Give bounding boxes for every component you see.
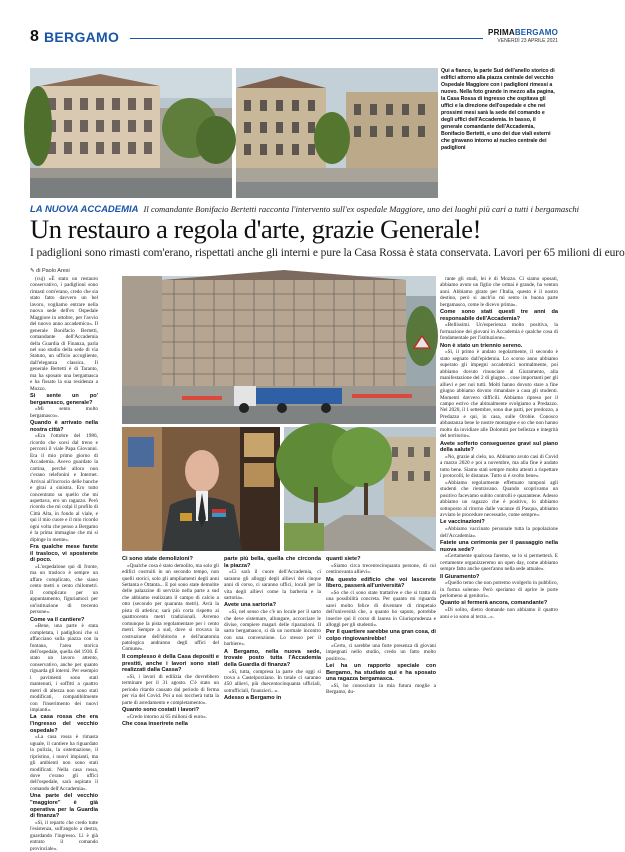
article-paragraph: «Sì, ho conosciuto la mia futura moglie a Bergamo, du- <box>326 682 436 696</box>
interview-question: Il Giuramento? <box>440 573 480 580</box>
tree-lined-avenue-photo <box>284 427 436 551</box>
interview-question: Avete una sartoria? <box>224 602 277 609</box>
article-paragraph: «Di solito, dietro domande non abbiamo il quattro anni e io sono al terzo...». <box>440 607 558 620</box>
article-paragraph: «Mi sento molto bergamasco». <box>30 406 98 419</box>
article-paragraph: «Qualche cosa è stato demolito, ma solo gli edifici costruiti in un secondo tempo, non quelli storici, solo gli ampliamenti degli anni Settanta e Ottanta... E poi sono state demolite delle palazzine di servizio nella parte a sud che abbiamo realizzato il campo di calcio a otto (secondo per quaranta metri). Avrà la pista di atletica; sarà più corta rispetto ai quattrocento metri tradizionali. Avremo comunque la pista regolamentare per i cento metri. Sempre a sud, dove si trovava la costruzione dell'obitorio e dell'anatomia patologica andranno degli uffici del Comune». <box>122 562 219 653</box>
article-paragraph: «Sì, nel senso che c'è un locale per il sarto che deve sistemare, allungare, accorciare le divise, compiere magari delle riparazioni. Il sarto bergamasco, si dà un normale incontro con una convenzione. Lo stesso per il barbiere». <box>224 609 321 648</box>
newspaper-brand <box>488 28 558 37</box>
article-paragraph: «Bellissimi. Un'esperienza molto positiva, la formazione dei giovani in Accademia è qualche cosa di fondamentale per l'istituzione». <box>440 322 558 342</box>
article-paragraph: «Certo, ci sarebbe una forte presenza di giovani impegnati nello studio, credo un fatto molto positivo». <box>326 642 436 662</box>
interview-question: Ma questo edificio che voi lascerete libero, passerà all'università? <box>326 576 436 590</box>
article-paragraph: «Certamente qualcosa faremo, se lo si permetterà. E certamente organizzeremo un open day, come abbiamo sempre fatto anche quest'anno nella sede attuale». <box>440 553 558 573</box>
article-paragraph: «Quello temo che non potremo svolgerlo in pubblico, in forma solenne. Però speriamo di aprire le porte perlomeno ai genitori». <box>440 580 558 600</box>
article-paragraph: «No, grazie al cielo, no. Abbiamo avuto casi di Covid a marzo 2020 e poi a novembre, ma alla fine è andato tutto bene. Siamo stati sempre molto attenti a rispettare i protocolli, le distanze. Tutto si è svolto bene». <box>440 453 558 480</box>
article-paragraph: «Sì, tutta, compresa la parte che oggi si trova a Castelporziano. In totale ci saranno 450 allievi, più duecentocinquanta ufficiali, sottufficiali, finanzieri...». <box>224 668 321 694</box>
interview-question: A Bergamo, nella nuova sede, trovate posto tutta l'Accademia della Guardia di finanza? <box>224 648 321 668</box>
kicker-tag: LA NUOVA ACCADEMIA <box>30 204 139 215</box>
interview-question: Come sono stati questi tre anni da responsabile dell'Accademia? <box>440 309 558 322</box>
interview-question: Avete sofferto conseguenze gravi sul piano della salute? <box>440 440 558 454</box>
article-paragraph: «Siamo circa trecentocinquanta persone, di cui centinovanta allievi». <box>326 562 436 576</box>
article-paragraph: «So che ci sono state trattative e che si tratta di una possibilità concreta. Per quanto mi riguarda sarei molto felice di diventare di rimpetaio dell'università che, a quanto ho saputo, potrebbe inserire qui il corso di laurea in Giurisprudenza e alloggi per gli studenti». <box>326 589 436 628</box>
article-paragraph: «Sì, i lavori di edilizia che dovrebbero terminare per il 31 agosto. C'è stato un periodo ritardo causato dal periodo di ferma per via del Covid. Poi a noi toccherà tutta la parte di arredamento e completamento». <box>122 673 219 706</box>
interview-question: Adesso a Bergamo in <box>224 695 282 702</box>
interview-question: Che cosa inserirete nella <box>122 721 188 728</box>
article-column-5 <box>440 276 558 816</box>
section-name: BERGAMO <box>44 29 120 45</box>
article-paragraph: «La casa rossa è rimasta uguale, il cantiere ha riguardato la pulizia, la sistemazione, il ripristino, i nuovi impianti, ma gli ambienti non sono stati modificati. Nella casa rossa, dove c'erano gli uffici dell'ospedale, sarà ospitato il comando dell'Accademia». <box>30 734 98 792</box>
interview-question: Come va il cantiere? <box>30 616 85 623</box>
interview-question: Quanto sono costati i lavori? <box>122 706 200 713</box>
article-paragraph: rante gli studi, lei è di Mozzo. Ci siamo sposati, abbiamo avuto un figlio che ormai è grande, ha ventun anni. Abbiamo girato per l'Italia, questo è il nostro destino, però si anch'io mi sento in buona parte bergamasco, come le dicevo prima». <box>440 276 558 308</box>
article-paragraph: «Abbiamo vaccinato personale tutta la popolazione dell'Accademia». <box>440 526 558 539</box>
article-paragraph: (cuj) «È stato un restauro conservativo, i padiglioni sono rimasti com'erano, credo che sia stato fatto davvero un bel lavoro, vogliamo entrare nella nuova sede dell'ex Ospedale Maggiore in ottobre, per l'avvio del nuovo anno accademico». Il generale Bonifacio Bertetti, comandante dell'Accademia della Guardia di Finanza, parla nel suo studio della sede di via Statuto, un ufficio accogliente, dall'eleganza classica. Il generale Bertetti è di Taranto, ma ha sposato una bergamasca e ha fissato la sua residenza a Mozzo. <box>30 276 98 392</box>
article-headline: Un restauro a regola d'arte, grazie Generale! <box>30 214 481 244</box>
article-column-2 <box>122 555 219 817</box>
article-column-3 <box>224 555 321 817</box>
interview-question: parte più bella, quella che circonda la piazza? <box>224 556 321 569</box>
article-paragraph: «Bene, una parte è stata completata, i padiglioni che si affacciano sulla piazza con la fontana, l'area storica dell'ospedale, quella del 1930. È stato un lavoro attento, conservativo, anche per quanto riguarda gli interni. Per esempio i pavimenti sono stati mantenuti, i soffitti a quattro metri di altezza non sono stati modificati, compatibilmente con l'inserimento dei nuovi impianti». <box>30 623 99 714</box>
brand-prefix: PRIMA <box>488 28 515 37</box>
article-paragraph: «Credo intorno ai 65 milioni di euro». <box>127 713 208 720</box>
interview-question: Per il quartiere sarebbe una gran cosa, di colpo ringiovanirebbe! <box>326 629 436 642</box>
interview-question: Una parte del vecchio "maggiore" è già operativa per la Guardia di finanza? <box>30 793 98 820</box>
hospital-courtyard-photo <box>236 68 438 198</box>
interview-question: Si sente un po' bergamasco, generale? <box>30 393 98 406</box>
page-header <box>30 28 558 58</box>
kicker-text: Il comandante Bonifacio Bertetti racconta l'intervento sull'ex ospedale Maggiore, uno dei luoghi più cari a tutti i bergamaschi <box>143 204 580 214</box>
article-paragraph: «Abbiamo regolarmente effettuato tamponi agli studenti che rientravano. Quando scoprivamo un positivo facevamo subito controlli e quarantene. Adesso abbiamo un ragazzo che è positivo, lo abbiamo sottoposto al ritorno dalle vacanze di Pasqua, abbiamo avviato le procedure necessarie, come sempre». <box>440 479 558 519</box>
top-photo-caption: Qui a fianco, la parte Sud dell'anello storico di edifici attorno alla piazza centrale del vecchio Ospedale Maggiore con i padiglioni rimessi a nuovo. Nella foto grande in mezzo alla pagina, la Casa Rossa di ingresso che ospitava gli uffici e la direzione dell'ospedale e che nei prossimi mesi sarà la sede del comando e degli uffici dell'Accademia. In basso, il generale comandante dell'Accademia, Bonifacio Bertetti, e uno dei due viali esterni che giravano intorno al nucleo centrale dei padiglioni <box>441 68 555 151</box>
article-paragraph: «Sì, il primo è andato regolarmente, il secondo è stato segnato dall'epidemia. Lo scorso anno abbiamo superato gli impegni accademici normalmente, poi abbiamo dovuto rinunciare al Giuramento, alla manifestazione del 2 di giugno... cose importanti per gli allievi e per noi tutti. Molti hanno dovuto stare a fine giugno abbiamo dovuto rimandare a casa gli studenti. Momenti davvero difficili. Abbiamo ripreso per il campo estivo che abitualmente svolgiamo a Predazzo. Nel 2020, il 1 settembre, sono due parti, per predozzo, a Predazzo e qui, in casa, sulle Orobie. Conosco abbastanza bene le nostre montagne e so che non hanno molto da invidiare alle Dolomiti per bellezza e integrità del territorio». <box>440 349 558 440</box>
pencil-icon: ✎ <box>30 268 35 274</box>
article-paragraph: «L'ospedalone qui di fronte, ma un trasloco è sempre un affare complicato, che siano cento metri o cento chilometri. Il complicato per un appuntamento, figuriamoci per un'istituzione di trecento persone». <box>30 563 98 616</box>
interview-question: Non è stato un triennio sereno. <box>440 342 523 349</box>
interview-question: Il complesso è della Casa depositi e prestiti, anche i lavori sono stati realizzati dalla Cassa? <box>122 653 219 674</box>
interview-question: Quando è arrivato nella nostra città? <box>30 420 98 433</box>
article-column-1 <box>30 276 99 852</box>
interview-question: Fra qualche mese farete il trasloco, vi sposterete di poco. <box>30 544 98 564</box>
interview-question: La casa rossa che era l'ingresso del vecchio ospedale? <box>30 714 98 734</box>
header-rule <box>130 38 483 39</box>
interview-question: Lei ha un rapporto speciale con Bergamo, ha studiato qui e ha sposato una ragazza bergamasca. <box>326 662 436 683</box>
casa-rossa-scaffolding-photo <box>122 276 436 424</box>
interview-question: Quanto si fermerà ancora, comandante? <box>440 600 548 607</box>
interview-question: quanti siete? <box>326 556 361 562</box>
issue-date: VENERDÌ 23 APRILE 2021 <box>497 38 558 44</box>
byline-text: di Paolo Aresi <box>36 268 70 274</box>
hospital-south-photo <box>30 68 232 198</box>
article-paragraph: «Sì, il reparto che credo tutte l'esistenza, sull'angolo a destra, guardando l'ingresso. Lì è già entrato il comando provinciale». <box>30 819 98 852</box>
article-paragraph: «Ci sarà il cuore dell'Accademia, ci saranno gli alloggi degli allievi dei cinque anni di corso, ci saranno uffici, locali per la vita degli allievi come la barberia e la sartoria». <box>224 569 321 601</box>
page-number: 8 <box>30 28 39 45</box>
article-byline <box>30 268 70 274</box>
article-subheadline: I padiglioni sono rimasti com'erano, rispettati anche gli interni e pure la Casa Rossa è stata conservata. Lavori per 65 milioni di euro <box>30 247 625 259</box>
interview-question: Ci sono state demolizioni? <box>122 556 193 562</box>
interview-question: Le vaccinazioni? <box>440 519 485 526</box>
article-column-4 <box>326 555 436 817</box>
interview-question: Fatete una cerimonia per il passaggio nella nuova sede? <box>440 539 558 553</box>
general-bertetti-portrait <box>122 427 280 551</box>
article-paragraph: «Era l'ottobre del 1986, ricordo che scesi dal treno e percorsi il viale Papa Giovanni. Era il mio primo giorno di Accademia. Avevo guardato la cartina, perché allora non c'erano telefonini e Internet. Arrivai all'incrocio delle banche e girai a sinistra. Ero tutto concentrato su quello che mi aspettava, ero un ragazzo. Però ricordo che mi colpì il profilo di Città Alta, in fondo al viale, e qui il mio cuore e il mio ricordo ogni volta che penso a Bergamo è la prima immagine che mi si dipinge in mente». <box>30 433 98 543</box>
brand-name: BERGAMO <box>514 28 558 37</box>
top-photo-strip <box>30 68 438 198</box>
